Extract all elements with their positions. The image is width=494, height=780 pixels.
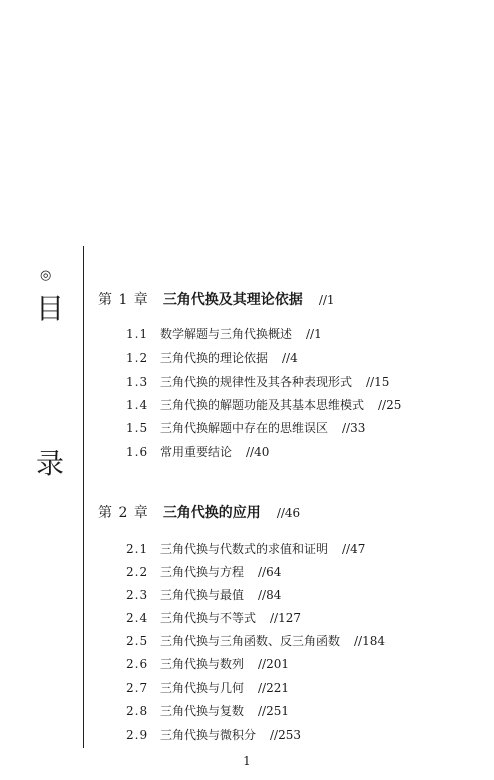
toc-entry (126, 679, 289, 696)
entry-page: //15 (366, 375, 390, 389)
entry-page: //84 (258, 588, 282, 602)
vertical-rule (83, 246, 84, 748)
entry-number: 2.2 (126, 565, 149, 579)
entry-number: 1.4 (126, 398, 149, 412)
entry-page: //201 (258, 657, 290, 671)
page-number: 1 (243, 754, 251, 768)
toc-entry (126, 726, 301, 743)
toc-entry (126, 325, 322, 342)
entry-page: //40 (246, 445, 270, 459)
entry-title: 三角代换的解题功能及其基本思维模式 (160, 398, 365, 412)
entry-page: //253 (270, 728, 302, 742)
entry-number: 2.7 (126, 681, 149, 695)
entry-page: //221 (258, 681, 290, 695)
toc-entry (126, 419, 365, 436)
entry-number: 2.9 (126, 728, 149, 742)
entry-title: 三角代换与几何 (160, 681, 245, 695)
entry-title: 三角代换解题中存在的思维误区 (160, 421, 329, 435)
entry-number: 1.3 (126, 375, 149, 389)
entry-page: //1 (306, 327, 322, 341)
entry-number: 2.4 (126, 611, 149, 625)
entry-title: 三角代换与代数式的求值和证明 (160, 542, 329, 556)
entry-number: 2.3 (126, 588, 149, 602)
side-title-char-mu: 目 (36, 292, 65, 325)
toc-entry (126, 655, 289, 672)
toc-entry (126, 609, 301, 626)
entry-page: //33 (342, 421, 366, 435)
entry-number: 1.1 (126, 327, 149, 341)
entry-number: 1.6 (126, 445, 149, 459)
entry-number: 2.1 (126, 542, 149, 556)
chapter-page: //1 (318, 293, 335, 307)
toc-entry (126, 702, 289, 719)
chapter-heading (98, 289, 335, 309)
side-title-char-lu: 录 (36, 447, 65, 480)
entry-page: //47 (342, 542, 366, 556)
entry-page: //4 (282, 351, 298, 365)
chapter-number: 第 1 章 (98, 292, 149, 308)
entry-title: 三角代换的理论依据 (160, 351, 269, 365)
entry-page: //127 (270, 611, 302, 625)
entry-number: 2.6 (126, 657, 149, 671)
toc-entry (126, 540, 365, 557)
entry-page: //184 (354, 634, 386, 648)
toc-entry (126, 563, 281, 580)
side-mark: ◎ (40, 268, 52, 283)
entry-title: 三角代换与微积分 (160, 728, 257, 742)
chapter-number: 第 2 章 (98, 505, 149, 521)
chapter-page: //46 (276, 506, 301, 520)
toc-entry (126, 373, 389, 390)
entry-title: 三角代换与三角函数、反三角函数 (160, 634, 341, 648)
entry-title: 数学解题与三角代换概述 (160, 327, 293, 341)
entry-title: 三角代换与最值 (160, 588, 245, 602)
entry-page: //251 (258, 704, 290, 718)
toc-entry (126, 396, 401, 413)
chapter-heading (98, 502, 300, 522)
entry-title: 三角代换与不等式 (160, 611, 257, 625)
entry-number: 2.5 (126, 634, 149, 648)
entry-page: //25 (378, 398, 402, 412)
toc-entry (126, 586, 281, 603)
toc-entry (126, 632, 385, 649)
entry-title: 三角代换的规律性及其各种表现形式 (160, 375, 353, 389)
entry-title: 三角代换与数列 (160, 657, 245, 671)
entry-number: 1.5 (126, 421, 149, 435)
toc-entry (126, 349, 298, 366)
chapter-title: 三角代换的应用 (162, 505, 261, 521)
entry-page: //64 (258, 565, 282, 579)
entry-number: 1.2 (126, 351, 149, 365)
entry-title: 三角代换与复数 (160, 704, 245, 718)
chapter-title: 三角代换及其理论依据 (162, 292, 303, 308)
entry-title: 三角代换与方程 (160, 565, 245, 579)
toc-entry (126, 443, 269, 460)
entry-number: 2.8 (126, 704, 149, 718)
entry-title: 常用重要结论 (160, 445, 233, 459)
